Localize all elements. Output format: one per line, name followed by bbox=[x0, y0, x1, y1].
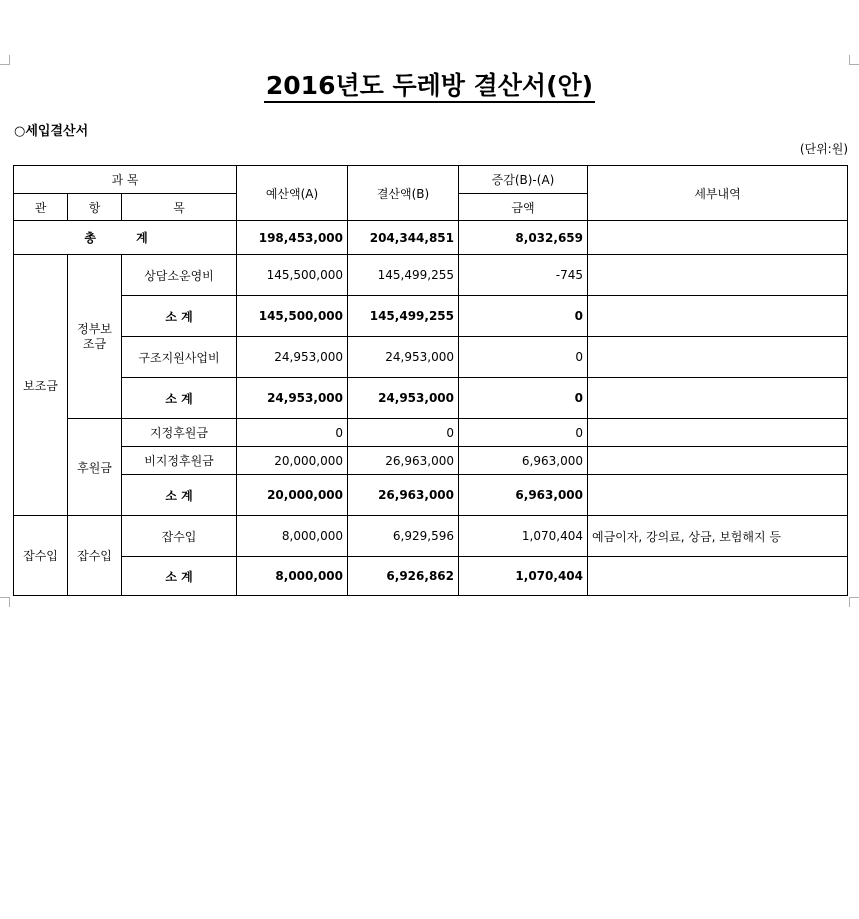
budget-cell: 24,953,000 bbox=[237, 378, 348, 419]
total-detail bbox=[588, 221, 848, 255]
subtotal-row bbox=[14, 475, 848, 516]
unit-label: (단위:원) bbox=[799, 142, 848, 156]
mok-cell: 상담소운영비 bbox=[122, 255, 237, 296]
subtotal-row bbox=[14, 557, 848, 596]
table-row bbox=[14, 255, 848, 296]
mok-cell: 지정후원금 bbox=[122, 419, 237, 447]
header-gwan: 관 bbox=[14, 194, 68, 221]
header-settlement: 결산액(B) bbox=[348, 166, 459, 221]
table-row bbox=[14, 337, 848, 378]
detail-cell bbox=[588, 419, 848, 447]
detail-cell bbox=[588, 337, 848, 378]
gwan-misc-income: 잡수입 bbox=[14, 516, 68, 596]
hang-donation: 후원금 bbox=[68, 419, 122, 516]
header-mok: 목 bbox=[122, 194, 237, 221]
settlement-cell: 6,926,862 bbox=[348, 557, 459, 596]
settlement-cell: 24,953,000 bbox=[348, 337, 459, 378]
detail-cell bbox=[588, 557, 848, 596]
total-budget: 198,453,000 bbox=[237, 221, 348, 255]
settlement-cell: 145,499,255 bbox=[348, 255, 459, 296]
settlement-cell: 145,499,255 bbox=[348, 296, 459, 337]
detail-cell bbox=[588, 255, 848, 296]
document-title bbox=[0, 66, 859, 102]
budget-cell: 145,500,000 bbox=[237, 296, 348, 337]
budget-cell: 0 bbox=[237, 419, 348, 447]
section-title: ○세입결산서 bbox=[14, 124, 89, 139]
header-hang: 항 bbox=[68, 194, 122, 221]
header-row bbox=[14, 166, 848, 194]
change-cell: 6,963,000 bbox=[459, 475, 588, 516]
mok-cell: 소 계 bbox=[122, 378, 237, 419]
detail-cell bbox=[588, 475, 848, 516]
detail-cell: 예금이자, 강의료, 상금, 보험해지 등 bbox=[588, 516, 848, 557]
header-budget: 예산액(A) bbox=[237, 166, 348, 221]
settlement-cell: 0 bbox=[348, 419, 459, 447]
mok-cell: 소 계 bbox=[122, 557, 237, 596]
change-cell: 0 bbox=[459, 419, 588, 447]
detail-cell bbox=[588, 447, 848, 475]
total-settlement: 204,344,851 bbox=[348, 221, 459, 255]
mok-cell: 구조지원사업비 bbox=[122, 337, 237, 378]
change-cell: 1,070,404 bbox=[459, 516, 588, 557]
change-cell: 0 bbox=[459, 378, 588, 419]
page-corner-mark bbox=[0, 55, 10, 65]
document-title-text: 2016년도 두레방 결산서(안) bbox=[264, 71, 595, 103]
settlement-cell: 26,963,000 bbox=[348, 475, 459, 516]
budget-cell: 24,953,000 bbox=[237, 337, 348, 378]
budget-cell: 20,000,000 bbox=[237, 447, 348, 475]
change-cell: 1,070,404 bbox=[459, 557, 588, 596]
mok-cell: 소 계 bbox=[122, 296, 237, 337]
settlement-cell: 24,953,000 bbox=[348, 378, 459, 419]
mok-cell: 비지정후원금 bbox=[122, 447, 237, 475]
table-row bbox=[14, 447, 848, 475]
change-cell: 0 bbox=[459, 337, 588, 378]
detail-cell bbox=[588, 378, 848, 419]
change-cell: 6,963,000 bbox=[459, 447, 588, 475]
budget-cell: 145,500,000 bbox=[237, 255, 348, 296]
table-row bbox=[14, 516, 848, 557]
subtotal-row bbox=[14, 378, 848, 419]
change-cell: -745 bbox=[459, 255, 588, 296]
header-detail: 세부내역 bbox=[588, 166, 848, 221]
page-corner-mark bbox=[849, 55, 859, 65]
detail-cell bbox=[588, 296, 848, 337]
header-subject-group: 과 목 bbox=[14, 166, 237, 194]
table-row bbox=[14, 419, 848, 447]
settlement-cell: 26,963,000 bbox=[348, 447, 459, 475]
total-label: 총 계 bbox=[14, 221, 237, 255]
page-corner-mark bbox=[0, 597, 10, 607]
gwan-subsidy: 보조금 bbox=[14, 255, 68, 516]
total-change: 8,032,659 bbox=[459, 221, 588, 255]
hang-misc-income: 잡수입 bbox=[68, 516, 122, 596]
total-row bbox=[14, 221, 848, 255]
revenue-settlement-table bbox=[13, 165, 848, 596]
change-cell: 0 bbox=[459, 296, 588, 337]
page-corner-mark bbox=[849, 597, 859, 607]
mok-cell: 잡수입 bbox=[122, 516, 237, 557]
settlement-cell: 6,929,596 bbox=[348, 516, 459, 557]
budget-cell: 20,000,000 bbox=[237, 475, 348, 516]
subtotal-row bbox=[14, 296, 848, 337]
budget-cell: 8,000,000 bbox=[237, 557, 348, 596]
hang-government-subsidy: 정부보조금 bbox=[68, 255, 122, 419]
mok-cell: 소 계 bbox=[122, 475, 237, 516]
header-amount: 금액 bbox=[459, 194, 588, 221]
header-change: 증감(B)-(A) bbox=[459, 166, 588, 194]
budget-cell: 8,000,000 bbox=[237, 516, 348, 557]
